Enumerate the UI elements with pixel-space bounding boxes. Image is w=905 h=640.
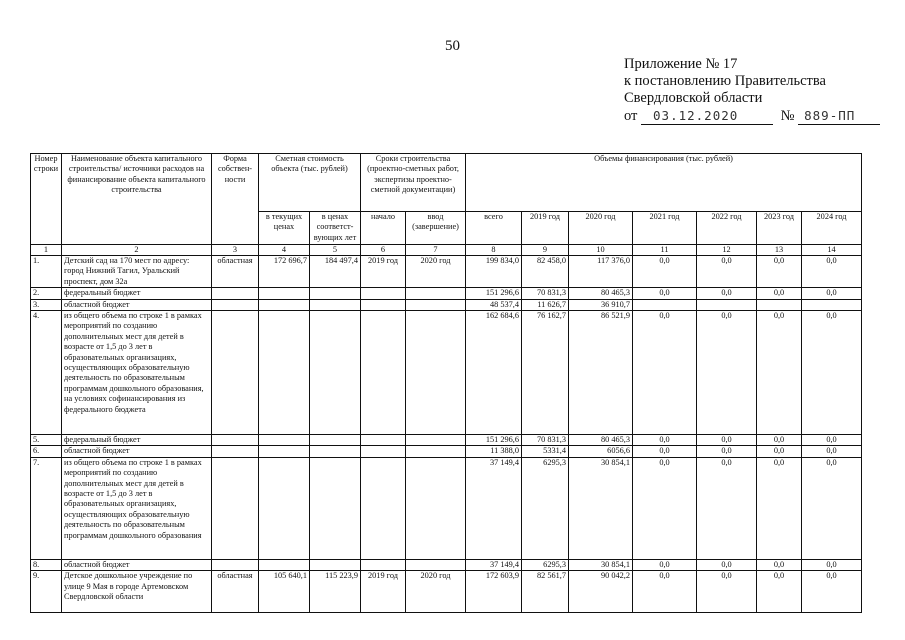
cell-y2024: 0,0: [802, 571, 862, 613]
cell-y2023: 0,0: [757, 571, 802, 613]
cell-cost-act: [310, 299, 361, 310]
cell-y2019: 70 831,3: [522, 435, 569, 446]
cell-y2024: 0,0: [802, 446, 862, 457]
cell-total: 162 684,6: [466, 311, 522, 435]
header-total: всего: [466, 212, 522, 245]
cell-total: 151 296,6: [466, 288, 522, 299]
table-row: [31, 256, 862, 288]
cell-name: областной бюджет: [62, 559, 212, 570]
cell-start: 2019 год: [361, 571, 406, 613]
header-2021: 2021 год: [633, 212, 697, 245]
header-cost-current: в текущих ценах: [259, 212, 310, 245]
cell-name: областной бюджет: [62, 299, 212, 310]
cell-own: [212, 457, 259, 559]
cell-cost-cur: 172 696,7: [259, 256, 310, 288]
cell-y2024: [802, 299, 862, 310]
table-row: [31, 559, 862, 570]
column-number: 1: [31, 245, 62, 256]
cell-end: [406, 311, 466, 435]
cell-total: 151 296,6: [466, 435, 522, 446]
cell-y2020: 80 465,3: [569, 435, 633, 446]
cell-total: 48 537,4: [466, 299, 522, 310]
cell-cost-cur: [259, 435, 310, 446]
cell-y2022: 0,0: [697, 446, 757, 457]
cell-name: областной бюджет: [62, 446, 212, 457]
cell-y2023: [757, 299, 802, 310]
cell-y2024: 0,0: [802, 288, 862, 299]
cell-cost-act: [310, 288, 361, 299]
header-financing: Объемы финансирования (тыс. рублей): [466, 154, 862, 212]
cell-y2021: 0,0: [633, 457, 697, 559]
cell-y2022: [697, 299, 757, 310]
cell-y2020: 117 376,0: [569, 256, 633, 288]
annex-title: Приложение № 17: [624, 56, 738, 72]
column-number: 4: [259, 245, 310, 256]
cell-no: 9.: [31, 571, 62, 613]
header-2019: 2019 год: [522, 212, 569, 245]
column-number: 7: [406, 245, 466, 256]
cell-y2024: 0,0: [802, 256, 862, 288]
cell-y2020: 30 854,1: [569, 457, 633, 559]
cell-y2019: 82 458,0: [522, 256, 569, 288]
cell-y2021: 0,0: [633, 446, 697, 457]
cell-end: [406, 288, 466, 299]
cell-end: 2020 год: [406, 256, 466, 288]
cell-y2020: 36 910,7: [569, 299, 633, 310]
cell-cost-act: [310, 435, 361, 446]
cell-y2021: 0,0: [633, 435, 697, 446]
cell-no: 3.: [31, 299, 62, 310]
annex-resolution: к постановлению Правительства: [624, 73, 826, 89]
cell-start: [361, 288, 406, 299]
cell-start: 2019 год: [361, 256, 406, 288]
cell-end: [406, 559, 466, 570]
cell-y2024: 0,0: [802, 311, 862, 435]
cell-end: [406, 299, 466, 310]
cell-no: 4.: [31, 311, 62, 435]
cell-own: [212, 288, 259, 299]
cell-cost-cur: [259, 299, 310, 310]
cell-y2023: 0,0: [757, 288, 802, 299]
cell-y2020: 86 521,9: [569, 311, 633, 435]
cell-end: [406, 435, 466, 446]
cell-y2020: 90 042,2: [569, 571, 633, 613]
cell-total: 37 149,4: [466, 457, 522, 559]
column-number: 13: [757, 245, 802, 256]
cell-cost-act: [310, 559, 361, 570]
resolution-number: 889-ПП: [798, 107, 880, 125]
cell-no: 5.: [31, 435, 62, 446]
cell-y2024: 0,0: [802, 457, 862, 559]
annex-header: [624, 56, 880, 125]
column-number: 8: [466, 245, 522, 256]
cell-y2021: [633, 299, 697, 310]
table-body: [31, 256, 862, 613]
cell-cost-act: [310, 446, 361, 457]
column-number: 5: [310, 245, 361, 256]
header-cost-actual: в ценах соответст-вующих лет: [310, 212, 361, 245]
cell-y2020: 6056,6: [569, 446, 633, 457]
table-row: [31, 288, 862, 299]
cell-end: 2020 год: [406, 571, 466, 613]
cell-y2020: 80 465,3: [569, 288, 633, 299]
table-row: [31, 571, 862, 613]
header-start: начало: [361, 212, 406, 245]
cell-start: [361, 559, 406, 570]
header-2023: 2023 год: [757, 212, 802, 245]
cell-y2019: 5331,4: [522, 446, 569, 457]
cell-no: 8.: [31, 559, 62, 570]
cell-own: [212, 311, 259, 435]
cell-start: [361, 311, 406, 435]
cell-y2022: 0,0: [697, 288, 757, 299]
table-row: [31, 435, 862, 446]
cell-y2019: 11 626,7: [522, 299, 569, 310]
cell-y2019: 76 162,7: [522, 311, 569, 435]
cell-name: федеральный бюджет: [62, 288, 212, 299]
column-number: 14: [802, 245, 862, 256]
cell-total: 11 388,0: [466, 446, 522, 457]
cell-cost-cur: [259, 446, 310, 457]
header-2024: 2024 год: [802, 212, 862, 245]
cell-end: [406, 446, 466, 457]
cell-start: [361, 446, 406, 457]
cell-y2021: 0,0: [633, 571, 697, 613]
cell-y2024: 0,0: [802, 435, 862, 446]
cell-own: [212, 435, 259, 446]
header-row-no: Номер строки: [31, 154, 62, 245]
cell-y2022: 0,0: [697, 256, 757, 288]
financing-table: [30, 153, 862, 613]
cell-cost-cur: 105 640,1: [259, 571, 310, 613]
annex-region: Свердловской области: [624, 90, 763, 106]
cell-cost-cur: [259, 457, 310, 559]
cell-name: Детский сад на 170 мест по адресу: город Нижний Тагил, Уральский проспект, дом 32а: [62, 256, 212, 288]
cell-y2021: 0,0: [633, 288, 697, 299]
column-number: 12: [697, 245, 757, 256]
cell-y2020: 30 854,1: [569, 559, 633, 570]
cell-no: 1.: [31, 256, 62, 288]
cell-own: областная: [212, 256, 259, 288]
number-label: №: [780, 108, 795, 124]
column-number: 3: [212, 245, 259, 256]
cell-y2019: 82 561,7: [522, 571, 569, 613]
cell-cost-act: 115 223,9: [310, 571, 361, 613]
table-row: [31, 299, 862, 310]
cell-y2023: 0,0: [757, 311, 802, 435]
cell-no: 2.: [31, 288, 62, 299]
column-number: 2: [62, 245, 212, 256]
table-row: [31, 457, 862, 559]
cell-y2021: 0,0: [633, 311, 697, 435]
cell-name: федеральный бюджет: [62, 435, 212, 446]
cell-y2019: 6295,3: [522, 457, 569, 559]
cell-name: Детское дошкольное учреждение по улице 9 Мая в городе Артемовском Свердловской области: [62, 571, 212, 613]
cell-total: 172 603,9: [466, 571, 522, 613]
cell-cost-cur: [259, 311, 310, 435]
cell-y2023: 0,0: [757, 256, 802, 288]
cell-y2024: 0,0: [802, 559, 862, 570]
header-2020: 2020 год: [569, 212, 633, 245]
cell-cost-cur: [259, 559, 310, 570]
cell-cost-act: [310, 311, 361, 435]
column-number: 10: [569, 245, 633, 256]
cell-y2023: 0,0: [757, 435, 802, 446]
cell-name: из общего объема по строке 1 в рамках мероприятий по созданию дополнительных мест для детей в возрасте от 1,5 до 3 лет в образовательных организациях, осуществляющих образовательную деятельность по образовательным программам дошкольного образования, на условиях софинансирования из федерального бюджета: [62, 311, 212, 435]
cell-end: [406, 457, 466, 559]
cell-own: [212, 446, 259, 457]
cell-own: [212, 299, 259, 310]
cell-y2022: 0,0: [697, 571, 757, 613]
column-number: 9: [522, 245, 569, 256]
cell-y2019: 6295,3: [522, 559, 569, 570]
cell-y2023: 0,0: [757, 457, 802, 559]
cell-total: 37 149,4: [466, 559, 522, 570]
cell-y2019: 70 831,3: [522, 288, 569, 299]
cell-no: 7.: [31, 457, 62, 559]
cell-y2022: 0,0: [697, 457, 757, 559]
cell-own: областная: [212, 571, 259, 613]
table-row: [31, 311, 862, 435]
cell-cost-act: [310, 457, 361, 559]
from-label: от: [624, 108, 638, 124]
cell-y2022: 0,0: [697, 559, 757, 570]
header-terms: Сроки строительства (проектно-сметных работ, экспертизы проектно-сметной документации): [361, 154, 466, 212]
cell-y2023: 0,0: [757, 446, 802, 457]
header-name: Наименование объекта капитального строительства/ источники расходов на финансирование объекта капитального строительства: [62, 154, 212, 245]
resolution-date: 03.12.2020: [641, 107, 773, 125]
header-2022: 2022 год: [697, 212, 757, 245]
page-number: 50: [445, 38, 460, 54]
column-number: 11: [633, 245, 697, 256]
cell-cost-act: 184 497,4: [310, 256, 361, 288]
header-end: ввод (завершение): [406, 212, 466, 245]
annex-date-line: [624, 107, 880, 125]
cell-y2021: 0,0: [633, 559, 697, 570]
cell-start: [361, 457, 406, 559]
cell-y2021: 0,0: [633, 256, 697, 288]
column-number: 6: [361, 245, 406, 256]
table-row: [31, 446, 862, 457]
cell-y2022: 0,0: [697, 311, 757, 435]
cell-no: 6.: [31, 446, 62, 457]
cell-y2023: 0,0: [757, 559, 802, 570]
cell-start: [361, 299, 406, 310]
column-number-row: [31, 245, 862, 256]
cell-own: [212, 559, 259, 570]
cell-start: [361, 435, 406, 446]
header-ownership: Форма собствен-ности: [212, 154, 259, 245]
header-cost: Сметная стоимость объекта (тыс. рублей): [259, 154, 361, 212]
cell-total: 199 834,0: [466, 256, 522, 288]
cell-cost-cur: [259, 288, 310, 299]
cell-y2022: 0,0: [697, 435, 757, 446]
cell-name: из общего объема по строке 1 в рамках мероприятий по созданию дополнительных мест для детей в возрасте от 1,5 до 3 лет в образовательных организациях, осуществляющих образовательную деятельность по образовательным программам дошкольного образования: [62, 457, 212, 559]
